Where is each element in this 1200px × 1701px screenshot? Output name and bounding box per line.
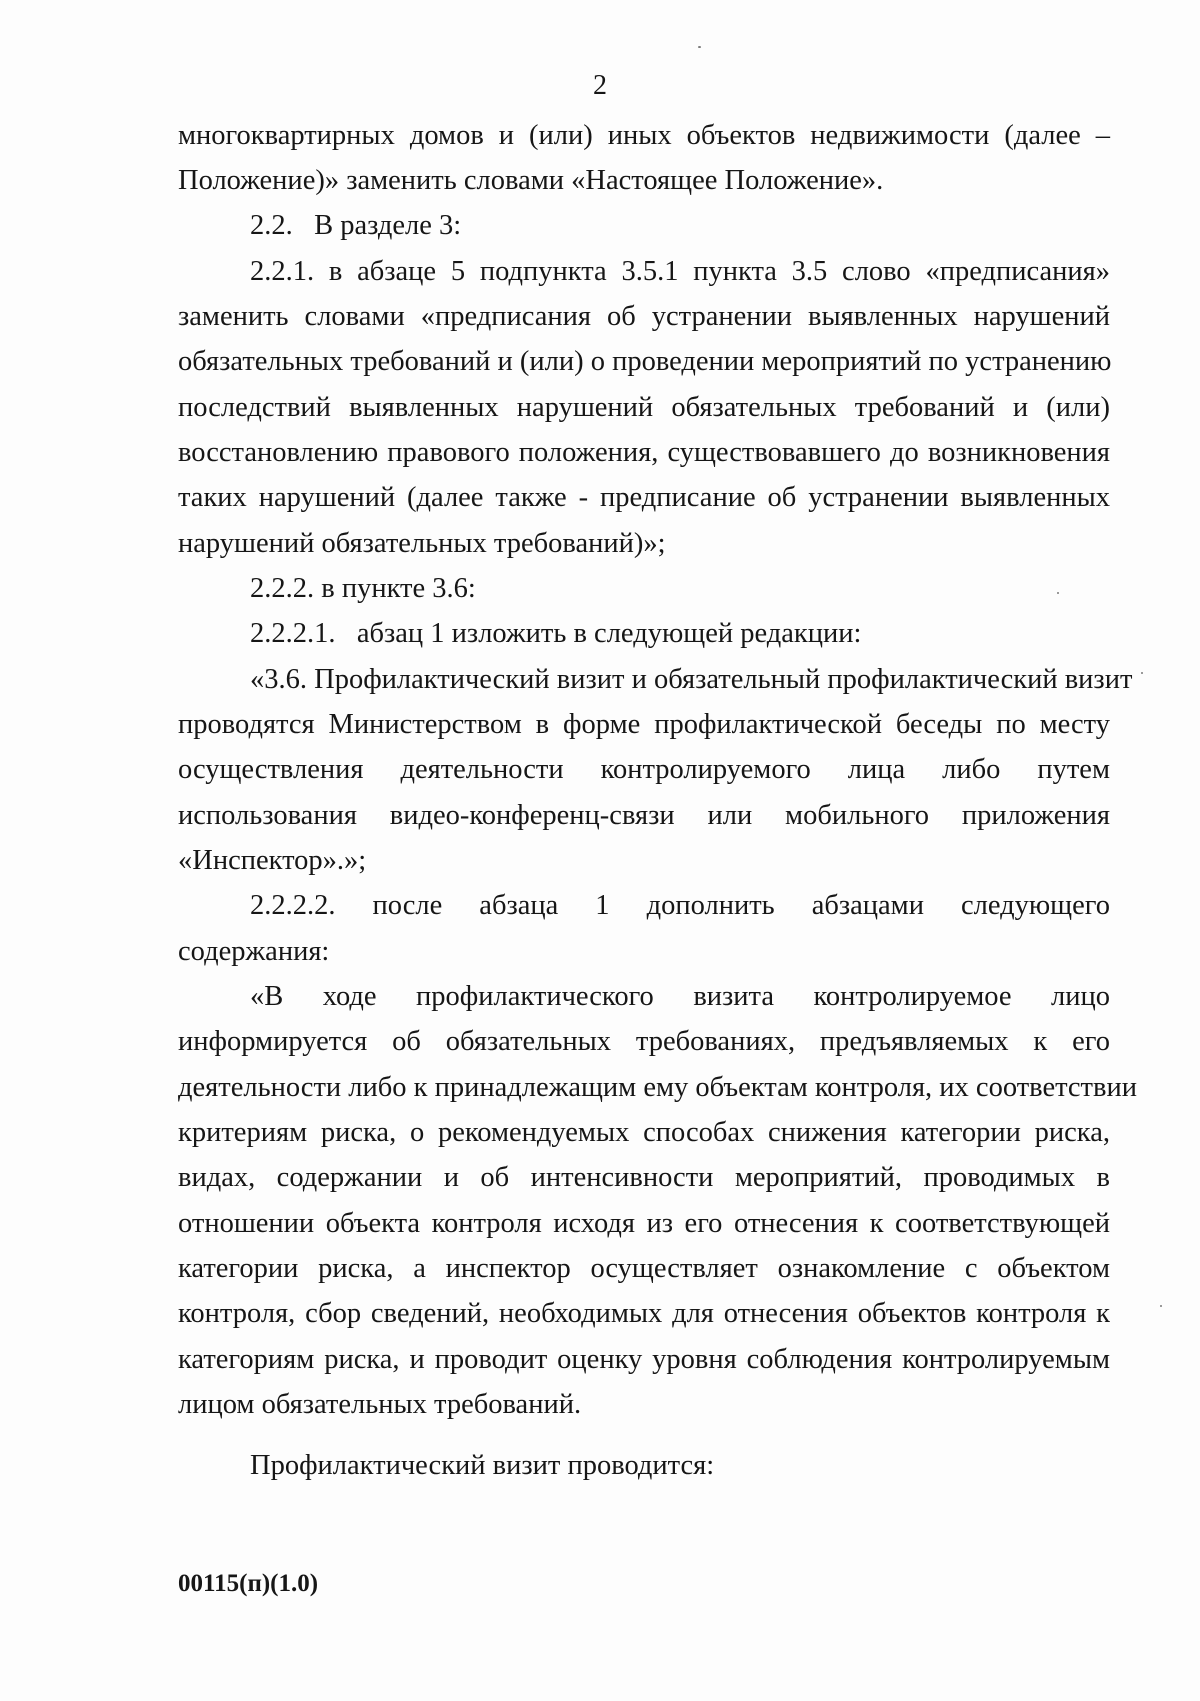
text-line: 2.2.1. в абзаце 5 подпункта 3.5.1 пункта 3.5 слово «предписания» xyxy=(250,256,1110,287)
text-line: контроля, сбор сведений, необходимых для отнесения объектов контроля к xyxy=(178,1298,1110,1329)
text-line: многоквартирных домов и (или) иных объектов недвижимости (далее – xyxy=(178,120,1110,151)
text-line: 2.2.2.2. после абзаца 1 дополнить абзацами следующего xyxy=(250,890,1110,921)
text-line: проводятся Министерством в форме профилактической беседы по месту xyxy=(178,709,1110,740)
text-line: 2.2.2.1. абзац 1 изложить в следующей редакции: xyxy=(250,618,862,649)
text-line: нарушений обязательных требований)»; xyxy=(178,528,666,559)
text-line: критериям риска, о рекомендуемых способах снижения категории риска, xyxy=(178,1117,1110,1148)
scan-speck xyxy=(1057,592,1059,594)
text-line: Положение)» заменить словами «Настоящее Положение». xyxy=(178,165,884,196)
text-line: обязательных требований и (или) о проведении мероприятий по устранению xyxy=(178,346,1112,377)
text-line: восстановлению правового положения, существовавшего до возникновения xyxy=(178,437,1110,468)
text-line: категориям риска, и проводит оценку уровня соблюдения контролируемым xyxy=(178,1344,1110,1375)
text-line: последствий выявленных нарушений обязательных требований и (или) xyxy=(178,392,1110,423)
text-line: информируется об обязательных требованиях, предъявляемых к его xyxy=(178,1026,1110,1057)
text-line: 2.2.2. в пункте 3.6: xyxy=(250,573,476,604)
scan-speck xyxy=(698,46,701,48)
scan-speck xyxy=(1160,1305,1162,1307)
document-code: 00115(п)(1.0) xyxy=(178,1570,319,1597)
text-line: осуществления деятельности контролируемого лица либо путем xyxy=(178,754,1110,785)
text-line: 2.2. В разделе 3: xyxy=(250,210,462,241)
text-line: категории риска, а инспектор осуществляет ознакомление с объектом xyxy=(178,1253,1110,1284)
text-line: деятельности либо к принадлежащим ему объектам контроля, их соответствии xyxy=(178,1072,1137,1103)
text-line: видах, содержании и об интенсивности мероприятий, проводимых в xyxy=(178,1162,1110,1193)
scan-speck xyxy=(1141,672,1143,674)
text-line: «Инспектор».»; xyxy=(178,845,367,876)
text-line: содержания: xyxy=(178,936,330,967)
text-line: использования видео-конференц-связи или мобильного приложения xyxy=(178,800,1110,831)
text-line: лицом обязательных требований. xyxy=(178,1389,582,1420)
text-line: отношении объекта контроля исходя из его отнесения к соответствующей xyxy=(178,1208,1110,1239)
text-line: «В ходе профилактического визита контролируемое лицо xyxy=(250,981,1110,1012)
page-number: 2 xyxy=(593,70,607,101)
text-line: заменить словами «предписания об устранении выявленных нарушений xyxy=(178,301,1110,332)
text-line: «3.6. Профилактический визит и обязательный профилактический визит xyxy=(250,664,1133,695)
text-line: Профилактический визит проводится: xyxy=(250,1450,715,1481)
text-line: таких нарушений (далее также - предписание об устранении выявленных xyxy=(178,482,1110,513)
